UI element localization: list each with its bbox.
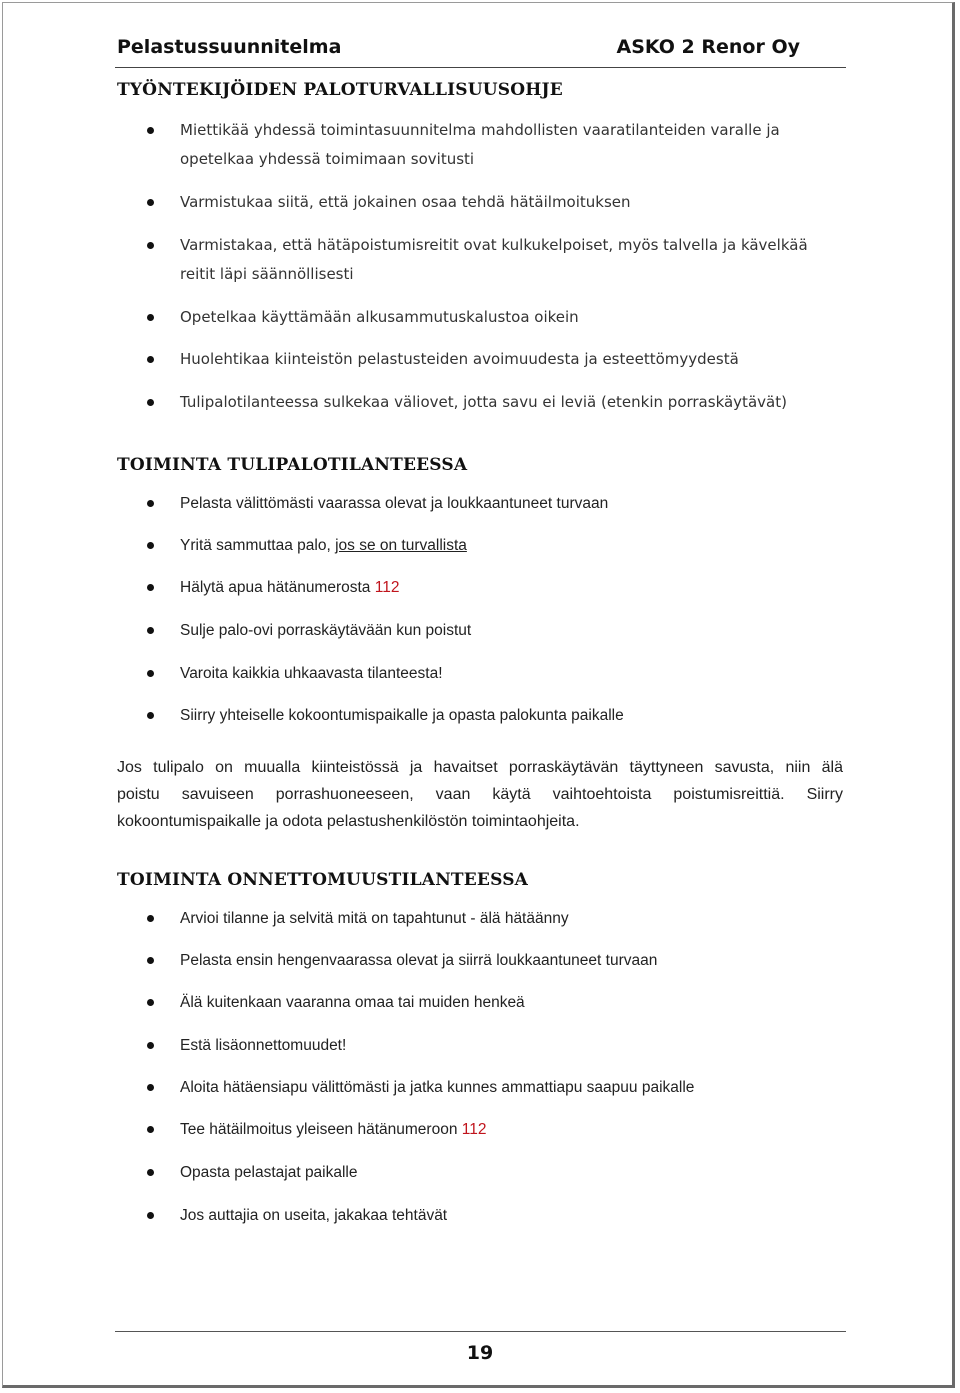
section-heading: TOIMINTA TULIPALOTILANTEESSA [117,455,468,475]
footer-divider [115,1331,846,1332]
bullet-icon [147,1169,154,1176]
section-heading: TOIMINTA ONNETTOMUUSTILANTEESSA [117,870,529,890]
list-item [180,231,840,289]
list-item [180,1158,840,1187]
list-item-text: Varoita kaikkia uhkaavasta tilanteesta! [180,665,443,682]
bullet-icon [147,542,154,549]
company-name: ASKO 2 Renor Oy [616,36,800,58]
bullet-icon [147,199,154,206]
bullet-icon [147,1084,154,1091]
bullet-icon [147,999,154,1006]
list-item-text: opetelkaa yhdessä toimimaan sovitusti [180,150,475,168]
bullet-icon [147,242,154,249]
bullet-icon [147,1126,154,1133]
list-item [180,116,840,174]
list-item [180,188,840,217]
list-item-text: Hälytä apua hätänumerosta [180,579,375,596]
bullet-icon [147,314,154,321]
bullet-icon [147,500,154,507]
list-item [180,1073,840,1102]
list-item-text: reitit läpi säännöllisesti [180,265,354,283]
list-item-text: Aloita hätäensiapu välittömästi ja jatka kunnes ammattiapu saapuu paikalle [180,1079,695,1096]
list-item-text: Miettikää yhdessä toimintasuunnitelma mahdollisten vaaratilanteiden varalle ja [180,121,780,139]
list-item [180,904,840,933]
list-item-text: Varmistukaa siitä, että jokainen osaa tehdä hätäilmoituksen [180,193,631,211]
paragraph-line: kokoontumispaikalle ja odota pelastushenkilöstön toimintaohjeita. [117,813,580,830]
list-item [180,616,840,645]
body-paragraph [117,754,843,835]
emergency-number: 112 [374,579,400,596]
bullet-icon [147,1042,154,1049]
list-item [180,988,840,1017]
list-item [180,573,840,602]
bullet-icon [147,584,154,591]
bullet-icon [147,1212,154,1219]
list-item-text: Opetelkaa käyttämään alkusammutuskalustoa oikein [180,308,579,326]
list-item [180,345,840,374]
paragraph-line: poistu savuiseen porrashuoneeseen, vaan käytä vaihtoehtoista poistumisreittiä. Siirry [117,786,843,803]
list-item-text: Yritä sammuttaa palo, [180,537,336,554]
list-item-text: Tee hätäilmoitus yleiseen hätänumeroon [180,1121,462,1138]
list-item-text: Jos auttajia on useita, jakakaa tehtävät [180,1207,448,1224]
list-item-text: Sulje palo-ovi porraskäytävään kun poistut [180,622,472,639]
bullet-icon [147,399,154,406]
paragraph-line: Jos tulipalo on muualla kiinteistössä ja havaitset porraskäytävän täyttyneen savusta, niin älä [117,759,843,776]
bullet-icon [147,627,154,634]
list-item [180,1115,840,1144]
document-title: Pelastussuunnitelma [117,36,342,58]
page-number: 19 [466,1342,494,1364]
list-item-text: Tulipalotilanteessa sulkekaa väliovet, jotta savu ei leviä (etenkin porraskäytävät) [180,393,787,411]
bullet-icon [147,670,154,677]
list-item [180,1201,840,1230]
section-heading: TYÖNTEKIJÖIDEN PALOTURVALLISUUSOHJE [117,80,563,100]
bullet-icon [147,957,154,964]
list-item-text: Pelasta ensin hengenvaarassa olevat ja siirrä loukkaantuneet turvaan [180,952,658,969]
list-item-text: Huolehtikaa kiinteistön pelastusteiden avoimuudesta ja esteettömyydestä [180,350,739,368]
list-item [180,1031,840,1060]
bullet-icon [147,712,154,719]
list-item [180,659,840,688]
bullet-icon [147,127,154,134]
list-item-text: Opasta pelastajat paikalle [180,1164,358,1181]
list-item-text: Varmistakaa, että hätäpoistumisreitit ovat kulkukelpoiset, myös talvella ja kävelkää [180,236,808,254]
list-item [180,701,840,730]
list-item-text: Arvioi tilanne ja selvitä mitä on tapahtunut - älä hätäänny [180,910,569,927]
underlined-text: jos se on turvallista [335,537,467,554]
list-item [180,388,840,417]
emergency-number: 112 [461,1121,487,1138]
list-item [180,489,840,518]
list-item-text: Estä lisäonnettomuudet! [180,1037,347,1054]
list-item-text: Siirry yhteiselle kokoontumispaikalle ja opasta palokunta paikalle [180,707,624,724]
list-item [180,946,840,975]
list-item [180,531,840,560]
bullet-icon [147,915,154,922]
list-item-text: Älä kuitenkaan vaaranna omaa tai muiden henkeä [180,994,525,1011]
list-item [180,303,840,332]
bullet-icon [147,356,154,363]
header-divider [115,67,846,68]
list-item-text: Pelasta välittömästi vaarassa olevat ja loukkaantuneet turvaan [180,495,609,512]
